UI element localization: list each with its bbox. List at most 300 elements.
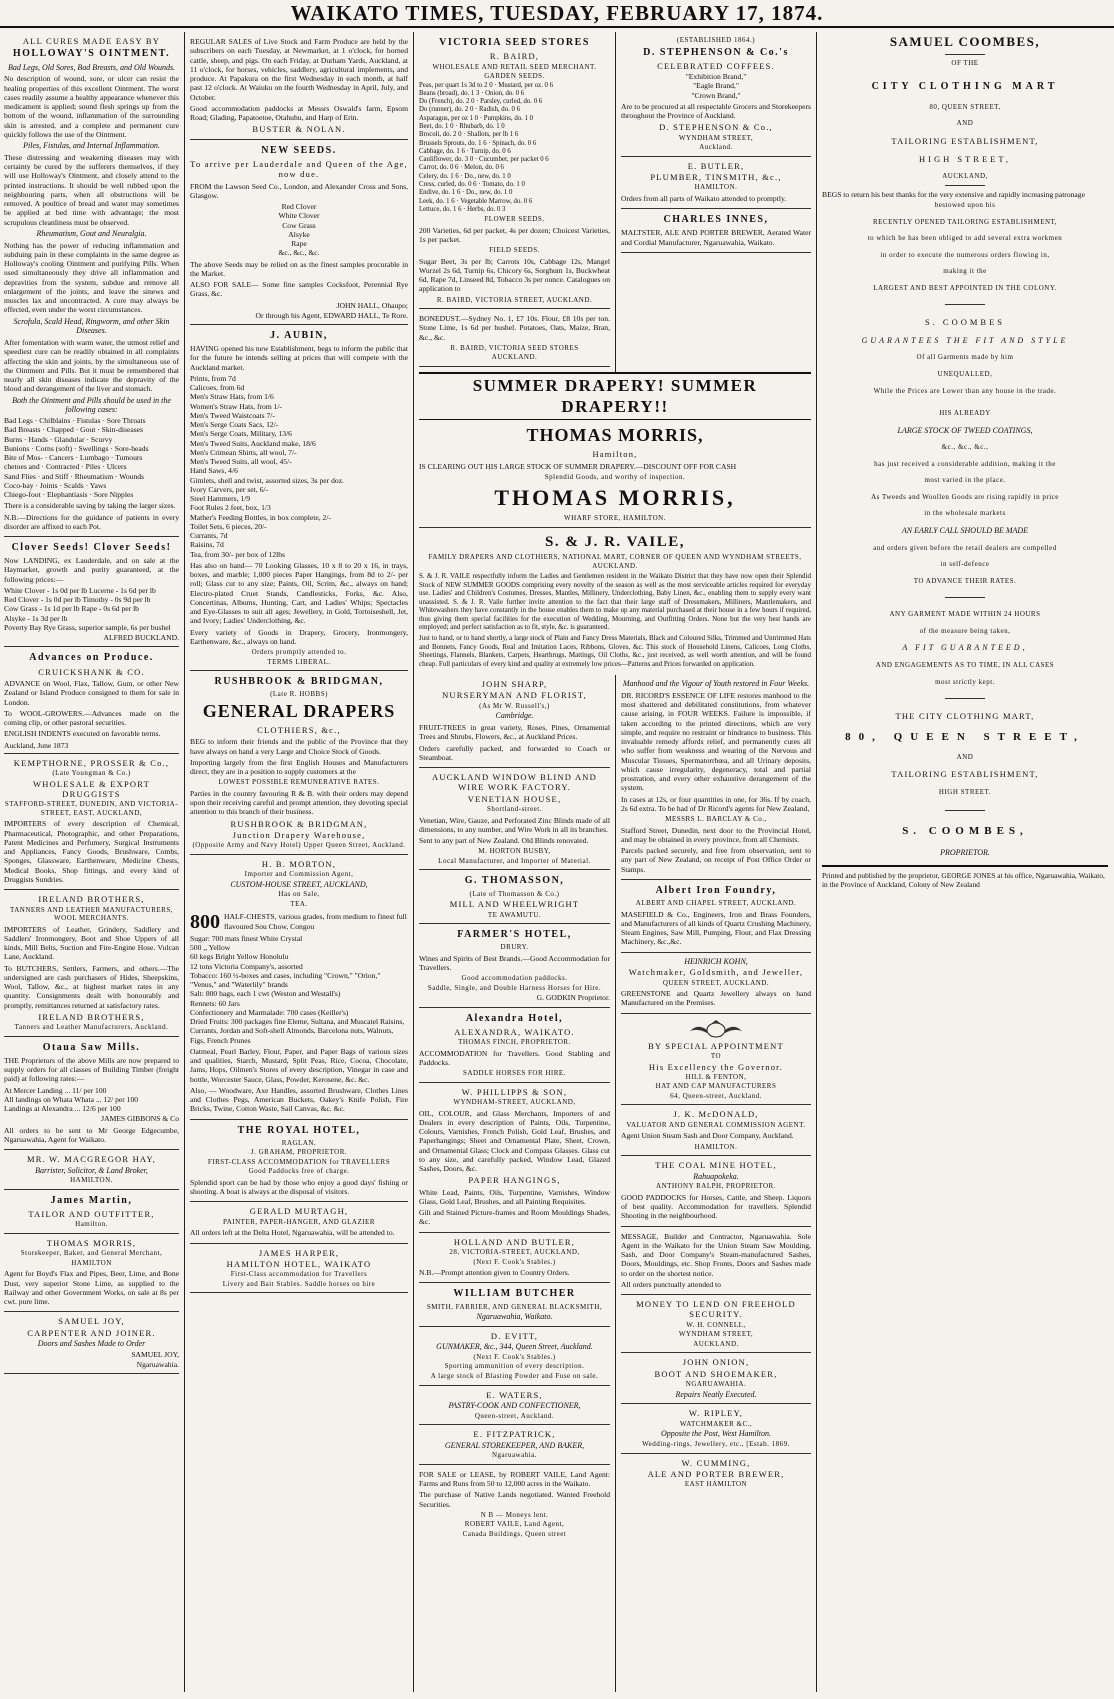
martin-ad bbox=[4, 1190, 179, 1234]
morris-wharf: WHARF STORE, HAMILTON. bbox=[564, 514, 666, 523]
list-item: Rape bbox=[291, 239, 307, 249]
coombes-and2: AND bbox=[956, 752, 974, 761]
bonedust-ad bbox=[419, 309, 610, 367]
rush-body3: Parties in the country favouring R & B. with their orders may depend upon their receiving careful and prompt attention, they devoting special attention to this branch of their business. bbox=[190, 788, 408, 817]
coombes-etc: &c., &c., &c., bbox=[941, 443, 989, 452]
divider bbox=[945, 185, 985, 186]
morris-gothic: THOMAS MORRIS, bbox=[526, 425, 704, 446]
holloway-sub4: Scrofula, Scald Head, Ringworm, and other Skin Diseases. bbox=[13, 316, 170, 336]
produce-date: Auckland, June 1873 bbox=[4, 740, 69, 750]
butcher-ad bbox=[419, 1283, 610, 1326]
morris-clearing: IS CLEARING OUT HIS LARGE STOCK OF SUMMER DRAPERY.—DISCOUNT OFF FOR CASH bbox=[419, 461, 737, 471]
royal-title: THE ROYAL HOTEL, bbox=[237, 1124, 361, 1136]
list-item: Men's Straw Hats, from 1/6 bbox=[190, 392, 274, 402]
mess-body: MESSAGE, Builder and Contractor, Ngaruawahia. Sole Agent in the Waikato for the Union Steam Saw Moulding, Sash, and Door Company's Steam-manufactured Sashes, Doors, Mouldings, etc. Shop Fronts, Doors and Sashes made to order on the shortest notice. bbox=[621, 1231, 811, 1278]
divider bbox=[945, 54, 985, 55]
coombes-body16: of the measure being taken, bbox=[919, 626, 1011, 635]
thom-place: TE AWAMUTU. bbox=[487, 910, 542, 919]
royal-prop: J. GRAHAM, PROPRIETOR. bbox=[250, 1148, 348, 1157]
divider bbox=[945, 698, 985, 699]
seed-field-body: Sugar Beet, 3s per lb; Carrots 10s, Cabbage 12s, Mangel Wurzel 2s 6d, Turnip 6s, Chicory 6s, Sorghum 1s, Buckwheat 6d, Rape 7d, Linseed 8d, Tobacco 3s per ounce. Catalogues on application to bbox=[419, 256, 610, 294]
bone-sign: R. BAIRD, VICTORIA SEED STORES bbox=[450, 343, 579, 352]
otaua-ad bbox=[4, 1037, 179, 1150]
steph-brands bbox=[621, 72, 811, 100]
holloway-body3: Nothing has the power of reducing inflammation and subduing pain in these complaints in the same degree as Holloway's cooling Ointment and purifying Pills. When used simultaneously they drive all inflammation and depravities from the system, subdue and remove all enlargement of the joints, and leave the sinews and muscles lax and uncontracted. A cure may always be effected, even under the worst circumstances. bbox=[4, 240, 179, 315]
list-item: All landings on Whata Whata ... 12/ per 100 bbox=[4, 1094, 139, 1104]
mk-body3: Parcels packed securely, and free from observation, sent to any part of New Zealand, on receipt of Post Office Order or Stamps. bbox=[621, 846, 811, 874]
seeds-list bbox=[190, 202, 408, 258]
coombes-body11: most varied in the place. bbox=[924, 476, 1006, 485]
alex-sub: ALEXANDRA, WAIKATO. bbox=[454, 1026, 575, 1037]
coombes-body3: RECENTLY OPENED TAILORING ESTABLISHMENT, bbox=[872, 217, 1058, 226]
coombes-adv: TO ADVANCE THEIR RATES. bbox=[913, 576, 1017, 585]
holland-title: HOLLAND AND BUTLER, bbox=[453, 1236, 576, 1247]
buster-sign: BUSTER & NOLAN. bbox=[252, 124, 346, 135]
coombes-body1: BEGS to return his best thanks for the very extensive and rapidly increasing patronage bbox=[822, 189, 1085, 199]
seed-name: R. BAIRD, bbox=[489, 51, 540, 62]
produce-title: Advances on Produce. bbox=[29, 652, 154, 664]
murtagh-ad bbox=[190, 1202, 408, 1243]
otaua-sign: JAMES GIBBONS & Co bbox=[101, 1114, 179, 1124]
joy-sign: SAMUEL JOY, bbox=[131, 1349, 179, 1359]
morris-sub: Storekeeper, Baker, and General Merchant, bbox=[20, 1249, 163, 1258]
kemp-sub: (Late Youngman & Co.) bbox=[52, 769, 131, 778]
kohn-sub: Watchmaker, Goldsmith, and Jeweller, bbox=[628, 967, 804, 978]
list-item: &c., &c., &c. bbox=[278, 248, 320, 258]
coombes-tailor2: TAILORING ESTABLISHMENT, bbox=[891, 769, 1039, 780]
mcdonald-ad bbox=[621, 1105, 811, 1156]
coombes-uneq: UNEQUALLED, bbox=[937, 369, 993, 378]
coombes-of-the: OF THE bbox=[951, 58, 979, 67]
morris-place: Hamilton, bbox=[592, 449, 638, 460]
joy-place: Ngaruawahia. bbox=[136, 1360, 179, 1370]
list-item: White Clover bbox=[278, 211, 320, 221]
kohn-body: GREENSTONE and Quartz Jewellery always on hand Manufactured on the Premises. bbox=[621, 989, 811, 1008]
seed-title: VICTORIA SEED STORES bbox=[439, 37, 590, 48]
rush-sub: (Late R. HOBBS) bbox=[270, 690, 328, 699]
coal-mine-hotel-ad bbox=[621, 1156, 811, 1226]
list-item: Men's Tweed Suits, all wool, 45/- bbox=[190, 457, 292, 467]
phil-body2: White Lead, Paints, Oils, Turpentine, Varnishes, Window Glass, Gold Leaf, Brushes, and all Painting Requisites. bbox=[419, 1187, 610, 1206]
butcher-place: Ngaruawahia, Waikato. bbox=[476, 1312, 553, 1322]
list-item: Endive, do. 1 6 · Do., new, do. 1 0 bbox=[419, 189, 513, 197]
money-sign: W. H. CONNELL, bbox=[686, 1320, 746, 1329]
aubin-ad bbox=[190, 325, 408, 671]
innes-body: MALTSTER, ALE AND PORTER BREWER, Aerated Water and Cordial Manufacturer, Ngaruawahia, Waikato. bbox=[621, 228, 811, 247]
app-name: HILL & FENTON, bbox=[685, 1072, 747, 1081]
list-item: Cress, curled, do. 0 6 · Tomato, do. 1 0 bbox=[419, 180, 525, 188]
list-item: Toilet Sets, 6 pieces, 20/- bbox=[190, 521, 267, 531]
coal-title: THE COAL MINE HOTEL, bbox=[655, 1160, 777, 1171]
coombes-and: AND bbox=[956, 119, 974, 128]
list-item: Alsyke bbox=[288, 229, 310, 239]
ripley-ad bbox=[621, 1404, 811, 1453]
harper-body2: Livery and Bait Stables. Saddle horses on hire bbox=[222, 1279, 376, 1288]
list-item: Hand Saws, 4/6 bbox=[190, 466, 238, 476]
coombes-body10: has just received a considerable addition, making it the bbox=[874, 459, 1056, 468]
fitzpatrick-ad bbox=[419, 1425, 610, 1465]
ireland-title: IRELAND BROTHERS, bbox=[38, 894, 145, 905]
royal-body3: Splendid sport can be had by those who enjoy a good days' fishing or shooting. A boat is always at the disposal of visitors. bbox=[190, 1177, 408, 1197]
holland-sub: (Next F. Cook's Stables.) bbox=[473, 1257, 556, 1266]
kohn-title: HEINRICH KOHN, bbox=[684, 956, 748, 966]
seed-sub: WHOLESALE AND RETAIL SEED MERCHANT. bbox=[432, 62, 597, 71]
list-item: At Mercer Landing ... 11/ per 100 bbox=[4, 1085, 107, 1095]
sale-addr: Canada Buildings, Queen street bbox=[462, 1529, 567, 1538]
list-item: Tobacco: 160 ½-boxes and cases, including "Crown," "Orion," "Venus," and "Waterlily" brands bbox=[190, 970, 381, 990]
column-rule bbox=[615, 675, 616, 1692]
list-item: Men's Tweed Suits, Auckland make, 18/6 bbox=[190, 438, 316, 448]
coombes-prop: PROPRIETOR. bbox=[940, 847, 990, 857]
morris-store-ad bbox=[4, 1234, 179, 1312]
list-item: Red Clover bbox=[281, 202, 317, 212]
steph-city: Auckland. bbox=[699, 143, 733, 152]
list-item: 500 ,, Yellow bbox=[190, 943, 231, 953]
rush-sign2: Junction Drapery Warehouse, bbox=[232, 829, 366, 840]
coombes-body15: in self-defence bbox=[940, 560, 990, 569]
ripley-title: W. RIPLEY, bbox=[688, 1408, 744, 1419]
coombes-title: SAMUEL COOMBES, bbox=[889, 34, 1041, 49]
kohn-ad bbox=[621, 953, 811, 1014]
aubin-body3: Every variety of Goods in Drapery, Grocery, Ironmongery, Earthenware, &c., always on hand. bbox=[190, 627, 408, 646]
vaile-body: S. & J. R. VAILE respectfully inform the Ladies and Gentlemen resident in the Waikato District that they have now open their Splendid Stock of NEW SUMMER GOODS comprising every novelty of the season as well as the most serviceable articles required for everyday use. Ladies' and Children's Costumes, Dresses, Mantles, Millinery, Underclothing, Baby Linen, &c., enabling them to supply every want unassisted. S. & J. R. Vaile further invite attention to the fact that their large staff of Dressmakers, Milliners, Mantlemakers, and Whitewashers they have constantly in the house enables them to make up any material purchased at their house in a few hours if required, thus giving them special facilities for the execution of Wedding, Mourning, and Outfitting Orders. None but the very best hands are employed; and perfect satisfaction as to fit, style, &c. is guaranteed. bbox=[419, 572, 811, 632]
waters-place: Queen-street, Auckland. bbox=[474, 1411, 555, 1420]
coombes-high: HIGH STREET, bbox=[918, 154, 1012, 164]
coombes-tailor: TAILORING ESTABLISHMENT, bbox=[891, 135, 1039, 146]
app-title: BY SPECIAL APPOINTMENT bbox=[648, 1040, 784, 1051]
app-addr: 64, Queen-street, Auckland. bbox=[670, 1091, 762, 1100]
list-item: Coco-bay · Joints · Scalds · Yaws bbox=[4, 480, 107, 490]
blind-sign: M. HORTON BUSBY, bbox=[478, 847, 551, 856]
cum-sub: ALE AND PORTER BREWER, bbox=[647, 1468, 785, 1479]
phil-body: OIL, COLOUR, and Glass Merchants, Importers of and Dealers in every description of Paints, Oils, Turpentine, Colours, Varnishes, French Polish, Gold Leaf, Brushes, and Paperhangings; Sheet and Ornamental Plate, Sheet, Crown, and Ornamental Glass; Clock and Compass Glasses. Glass cut to any size, and carefully packed, Window Lead, Glazed Sashes, Doors, &c. bbox=[419, 1108, 610, 1174]
divider bbox=[945, 810, 985, 811]
coombes-body17: AND ENGAGEMENTS AS TO TIME, IN ALL CASES bbox=[875, 661, 1055, 670]
onion-title: JOHN ONION, bbox=[682, 1357, 750, 1368]
list-item: Asparagus, per oz 1 0 · Pumpkins, do. 1 0 bbox=[419, 114, 534, 122]
seed-flower-body: 200 Varieties, 6d per packet, 4s per dozen; Choicest Varieties, 1s per packet. bbox=[419, 225, 610, 244]
stephenson-ad bbox=[621, 32, 811, 157]
list-item: Bad Breasts · Chapped · Gout · Skin-diseases bbox=[4, 425, 143, 435]
column-rule bbox=[184, 32, 185, 1692]
seeds-sign2: Or through his Agent, EDWARD HALL, Te Rore. bbox=[255, 310, 408, 320]
seeds-sub: To arrive per Lauderdale and Queen of the Age, now due. bbox=[190, 158, 408, 180]
morton-ad bbox=[190, 855, 408, 1120]
evitt-sub: GUNMAKER, &c., 344, Queen Street, Auckland. bbox=[436, 1342, 593, 1352]
list-item: Do (runner), do. 2 0 · Radish, do. 0 6 bbox=[419, 106, 520, 114]
seed-field: FIELD SEEDS. bbox=[489, 246, 540, 255]
list-item: Brussels Sprouts, do. 1 6 · Spinach, do. 0 6 bbox=[419, 139, 537, 147]
thomasson-ad bbox=[419, 870, 610, 924]
sale-body: FOR SALE or LEASE, by ROBERT VAILE, Land Agent: Farms and Runs from 50 to 12,000 acres in the Waikato. bbox=[419, 1469, 610, 1489]
morris-title: THOMAS MORRIS, bbox=[46, 1237, 137, 1248]
column-5 bbox=[818, 32, 1112, 1692]
aubin-body: HAVING opened his new Establishment, begs to inform the public that for the future he intends selling at prices that will compete with the Auckland market. bbox=[190, 344, 408, 372]
harper-sub: HAMILTON HOTEL, WAIKATO bbox=[226, 1258, 372, 1269]
buster-ad bbox=[190, 32, 408, 140]
list-item: 12 tons Victoria Company's, assorted bbox=[190, 961, 303, 971]
otaua-body: THE Proprietors of the above Mills are now prepared to supply orders for all classes of Building Timber (freight paid) at following rates:— bbox=[4, 1055, 179, 1084]
coombes-body9: While the Prices are Lower than any house in the trade. bbox=[873, 386, 1057, 395]
coombes-body7: LARGEST AND BEST APPOINTED IN THE COLONY. bbox=[873, 283, 1057, 292]
mcd-body: Agent Union Steam Sash and Door Company, Auckland. bbox=[621, 1131, 794, 1141]
list-item: Steel Hammers, 1/9 bbox=[190, 494, 251, 504]
holloway-title: ALL CURES MADE EASY BY bbox=[22, 36, 161, 46]
seeds-sign: JOHN HALL, Ohaupo; bbox=[336, 300, 408, 310]
produce-firm: CRUICKSHANK & CO. bbox=[38, 666, 145, 677]
onion-ad bbox=[621, 1353, 811, 1404]
blind-sub: VENETIAN HOUSE, bbox=[467, 793, 562, 804]
coombes-body14: and orders given before the retail dealers are compelled bbox=[873, 543, 1057, 552]
clover-signature: ALFRED BUCKLAND. bbox=[103, 633, 179, 643]
alexandra-hotel-ad bbox=[419, 1008, 610, 1083]
farmer-body2: Good accommodation paddocks. bbox=[461, 974, 568, 983]
list-item: Leek, do. 1 6 · Vegetable Marrow, do. 0 6 bbox=[419, 197, 533, 205]
sharp-place: Cambridge. bbox=[495, 711, 534, 721]
royal-body2: Good Paddocks free of charge. bbox=[248, 1167, 350, 1176]
seeds-body3: ALSO FOR SALE— Some fine samples Cocksfoot, Perennial Rye Grass, &c. bbox=[190, 280, 408, 299]
onion-body: Repairs Neatly Executed. bbox=[675, 1389, 757, 1399]
farmer-body: Wines and Spirits of Best Brands.—Good Accommodation for Travellers. bbox=[419, 953, 610, 972]
seed-garden: GARDEN SEEDS. bbox=[484, 72, 545, 81]
morris-sub2: HAMILTON bbox=[71, 1258, 112, 1267]
rush-title: RUSHBROOK & BRIDGMAN, bbox=[214, 676, 384, 688]
rush-sign: RUSHBROOK & BRIDGMAN, bbox=[230, 818, 368, 829]
coal-prop: ANTHONY RALPH, PROPRIETOR. bbox=[656, 1182, 776, 1191]
morton-list bbox=[190, 934, 408, 1045]
cum-title: W. CUMMING, bbox=[681, 1457, 751, 1468]
coombes-guar: GUARANTEES THE FIT AND STYLE bbox=[861, 335, 1069, 345]
list-item: Carrot, do. 0 6 · Melon, do. 0 6 bbox=[419, 164, 504, 172]
holloway-tagline: Bad Legs, Old Sores, Bad Breasts, and Old Wounds. bbox=[7, 62, 176, 72]
kemp-addr: STAFFORD-STREET, DUNEDIN, AND VICTORIA-STREET, EAST, AUCKLAND, bbox=[4, 800, 179, 817]
joy-sub2: Doors and Sashes Made to Order bbox=[37, 1339, 146, 1349]
steph-sub: CELEBRATED COFFEES. bbox=[657, 60, 775, 71]
rush-body: BEG to inform their friends and the public of the Province that they have always on hand a very Large and Choice Stock of Goods. bbox=[190, 737, 408, 756]
blind-ad bbox=[419, 768, 610, 870]
holloway-subtitle: HOLLOWAY'S OINTMENT. bbox=[12, 48, 171, 60]
mk-body2: In cases at 12s, or four quantities in one, for 36s. If by coach, 2s 6d extra. To be had of Dr Ricord's agents for New Zealand, bbox=[621, 794, 811, 813]
seeds-body2: The above Seeds may be relied on as the finest samples procurable in the Market. bbox=[190, 259, 408, 278]
list-item: Burns · Hands · Glandular · Scurvy bbox=[4, 434, 113, 444]
list-item: Bad Legs · Chilblains · Fistulas · Sore Throats bbox=[4, 416, 146, 426]
rush-addr: (Opposite Army and Navy Hotel) Upper Queen Street, Auckland. bbox=[192, 841, 406, 850]
app-sub: His Excellency the Governor. bbox=[648, 1061, 784, 1072]
column-4-bottom bbox=[617, 675, 815, 1690]
divider bbox=[945, 304, 985, 305]
ireland-sub: TANNERS AND LEATHER MANUFACTURERS, WOOL MERCHANTS. bbox=[10, 905, 173, 923]
holloway-body4: After fomentation with warm water, the utmost relief and speediest cure can be readily obtained in all complaints affecting the skin and joints, by the simultaneous use of the Ointment and Pills. But it must be remembered that nearly all skin diseases indicate the depravity of the blood and derangement of the liver and stomach. bbox=[4, 338, 179, 394]
kemp-title: KEMPTHORNE, PROSSER & Co., bbox=[13, 757, 170, 768]
alex-body: ACCOMMODATION for Travellers. Good Stabling and Paddocks. bbox=[419, 1048, 610, 1067]
list-item: Men's Crimean Shirts, all wool, 7/- bbox=[190, 447, 297, 457]
list-item: Bunions · Corns (soft) · Swellings · Sore-heads bbox=[4, 443, 149, 453]
morton-addr: CUSTOM-HOUSE STREET, AUCKLAND, bbox=[230, 879, 368, 889]
seed-sign: R. BAIRD, VICTORIA STREET, AUCKLAND. bbox=[436, 295, 593, 304]
coombes-sig2: S. COOMBES, bbox=[902, 825, 1028, 838]
kohn-addr: QUEEN STREET, AUCKLAND. bbox=[662, 978, 770, 987]
cum-place: EAST HAMILTON bbox=[684, 1480, 748, 1489]
coal-sub: Rahuapokeka. bbox=[693, 1171, 739, 1181]
holloway-sub3: Rheumatism, Gout and Neuralgia. bbox=[36, 228, 147, 238]
seeds-title: NEW SEEDS. bbox=[261, 144, 337, 156]
evitt-body: Sporting ammunition of every description. bbox=[444, 1362, 585, 1371]
morton-sub: Importer and Commission Agent, bbox=[244, 870, 354, 879]
coombes-high2: HIGH STREET. bbox=[938, 787, 992, 796]
aubin-body4: Orders promptly attended to. bbox=[251, 648, 347, 657]
morton-half: HALF-CHESTS, various grades, from medium to finest full flavoured Sou Chow, Congou bbox=[224, 912, 407, 931]
bone-body: BONEDUST.—Sydney No. 1, £7 10s. Flour, £8 10s per ton. Stone Lime, 1s 6d per bushel. Potatoes, Oats, Maize, Bran, &c., &c. bbox=[419, 314, 610, 342]
blind-title: AUCKLAND WINDOW BLIND AND WIRE WORK FACTORY. bbox=[432, 772, 597, 793]
rush-rates: LOWEST POSSIBLE REMUNERATIVE RATES. bbox=[218, 778, 380, 787]
list-item: Salt: 800 bags, each 1 cwt (Weston and Westall's) bbox=[190, 989, 341, 999]
farmer-title: FARMER'S HOTEL, bbox=[457, 929, 572, 941]
farmer-body3: Saddle, Single, and Double Harness Horses for Hire. bbox=[427, 983, 602, 992]
aubin-body2: Has also on hand— 70 Looking Glasses, 10 x 8 to 20 x 16, in trays, boxes, and marble; 1,000 pieces Paper Hangings, from 8d to 2/- per roll; Glass cut to any size; Paints, Oil, Scrim, &c., always on hand; Electro-plated Cruet Stands, Candlesticks, Forks, &c. Also, Concertinas, Albums, Hunting, Cart, and Ladies' Whips; Spectacles and Eye-Glasses to suit all ages; Jewellery, in Gold, Tortoiseshell, Jet, and Ivory; Ladies' Underclothing, &c. bbox=[190, 560, 408, 626]
list-item: Men's Serge Coats, Military, 13/6 bbox=[190, 429, 292, 439]
mk-title: Manhood and the Vigour of Youth restored in Four Weeks. bbox=[622, 679, 810, 688]
bone-place: AUCKLAND. bbox=[491, 353, 538, 362]
column-rule bbox=[816, 32, 817, 1692]
sharp-sub2: (As Mr W. Russell's,) bbox=[479, 701, 550, 710]
clover-title: Clover Seeds! Clover Seeds! bbox=[11, 542, 172, 554]
list-item: Sugar: 700 mats finest White Crystal bbox=[190, 933, 303, 943]
martin-title: James Martin, bbox=[50, 1194, 133, 1206]
innes-title: CHARLES INNES, bbox=[663, 214, 769, 226]
butler-place: HAMILTON. bbox=[694, 183, 738, 192]
iron-addr: ALBERT AND CHAPEL STREET, AUCKLAND. bbox=[635, 898, 797, 907]
kempthorne-ad bbox=[4, 754, 179, 890]
butler-sub: PLUMBER, TINSMITH, &c., bbox=[650, 172, 782, 183]
blind-sign2: Local Manufacturer, and Importer of Material. bbox=[438, 856, 591, 865]
list-item: Sand Flies · and Stiff · Rheumatism · Wounds bbox=[4, 471, 145, 481]
buster-body2: Good accommodation paddocks at Messrs Oswald's farm, Epsom Road; Glading, Papatoetoe, Otahuhu, and Harp of Erin. bbox=[190, 103, 408, 122]
vaile-title: S. & J. R. VAILE, bbox=[545, 533, 685, 550]
list-item: White Clover - 1s 0d per lb Lucerne - 1s 6d per lb bbox=[4, 585, 156, 595]
farmers-hotel-ad bbox=[419, 924, 610, 1008]
money-addr: WYNDHAM STREET, bbox=[678, 1330, 754, 1339]
thom-sub: (Late of Thomasson & Co.) bbox=[469, 889, 560, 898]
mcd-place: HAMILTON. bbox=[694, 1142, 738, 1151]
macgregor-ad bbox=[4, 1150, 179, 1190]
seed-flower: FLOWER SEEDS. bbox=[484, 215, 545, 224]
column-rule bbox=[413, 32, 414, 1692]
sale-body2: The purchase of Native Lands negotiated. Wanted Freehold Securities. bbox=[419, 1490, 610, 1509]
list-item: Prints, from 7d bbox=[190, 373, 236, 383]
produce-body: ADVANCE on Wool, Flax, Tallow, Gum, or other New Zealand or Island Produce consigned to them for sale in London. bbox=[4, 679, 179, 707]
holland-addr: 28, VICTORIA-STREET, AUCKLAND, bbox=[449, 1248, 580, 1257]
mk-sign: MESSRS L. BARCLAY & Co., bbox=[665, 815, 767, 823]
ripley-addr: Opposite the Post, West Hamilton. bbox=[661, 1429, 771, 1439]
baird-seed-ad bbox=[419, 32, 610, 309]
coombes-early: AN EARLY CALL SHOULD BE MADE bbox=[901, 525, 1029, 535]
joy-title: SAMUEL JOY, bbox=[58, 1316, 125, 1327]
list-item: Calicoes, from 6d bbox=[190, 383, 245, 393]
waters-ad bbox=[419, 1386, 610, 1426]
royal-sub: RAGLAN. bbox=[281, 1138, 317, 1147]
produce-body2: To WOOL-GROWERS.—Advances made on the coming clip, or other pastoral securities. bbox=[4, 708, 179, 728]
holloway-table-title: Both the Ointment and Pills should be used in the following cases: bbox=[12, 395, 171, 415]
steph-addr: WYNDHAM STREET, bbox=[678, 133, 754, 142]
sharp-body: FRUIT-TREES in great variety, Roses, Pines, Ornamental Trees and Shrubs, Flowers, &c., at Auckland Prices. bbox=[419, 723, 610, 742]
coombes-body18: most strictly kept. bbox=[935, 677, 995, 686]
list-item: Landings at Alexandra ... 12/6 per 100 bbox=[4, 1104, 121, 1114]
joy-sub: CARPENTER AND JOINER. bbox=[27, 1327, 156, 1338]
app-trade: HAT AND CAP MANUFACTURERS bbox=[655, 1082, 777, 1091]
evitt-title: D. EVITT, bbox=[490, 1330, 539, 1341]
ripley-body: Wedding-rings, Jewellery, etc., [Estab. 1869. bbox=[642, 1440, 790, 1448]
albert-foundry-ad bbox=[621, 880, 811, 953]
macg-sub: Barrister, Solicitor, & Land Broker, bbox=[35, 1165, 148, 1175]
steph-sign: D. STEPHENSON & Co., bbox=[659, 122, 773, 133]
coombes-mart2: THE CITY CLOTHING MART, bbox=[895, 711, 1035, 722]
summer-banner bbox=[419, 372, 811, 420]
butcher-sub: SMITH, FARRIER, AND GENERAL BLACKSMITH, bbox=[426, 1302, 603, 1311]
coombes-body13: in the wholesale markets bbox=[924, 509, 1006, 518]
harper-ad bbox=[190, 1244, 408, 1294]
list-item: Cow Grass - 1s 1d per lb Rape - 0s 6d per lb bbox=[4, 604, 139, 614]
column-1 bbox=[0, 32, 183, 1692]
otaua-note: All orders to be sent to Mr George Edgecumbe, Ngaruawahia, Agent for Waikato. bbox=[4, 1125, 179, 1144]
evitt-body2: A large stock of Blasting Powder and Fuse on sale. bbox=[430, 1371, 599, 1380]
list-item: Beet, do. 1 0 · Rhubarb, do. 1 0 bbox=[419, 123, 505, 131]
money-city: AUCKLAND. bbox=[693, 1339, 739, 1348]
coombes-body12: As Tweeds and Woollen Goods are rising rapidly in price bbox=[871, 492, 1059, 501]
summer-banner-text: SUMMER DRAPERY! SUMMER DRAPERY!! bbox=[472, 376, 758, 416]
coombes-sig: S. COOMBES bbox=[924, 317, 1006, 328]
holloway-sub2: Piles, Fistulas, and Internal Inflammation. bbox=[23, 141, 160, 151]
kemp-body: IMPORTERS of every description of Chemical, Pharmaceutical, Photographic, and other Preparations, Patent Medicines and Perfumery, Surgical Instruments and Appliances, Fancy Goods, Brushware, Combs, Sponges, Glassware, Earthenware, Medicine Chests, Medical Books, Shop fittings, and every kind of Druggists Sundries. bbox=[4, 819, 179, 884]
coombes-already: HIS ALREADY bbox=[939, 409, 991, 418]
royal-crest-icon bbox=[686, 1019, 746, 1039]
morton-number: 800 bbox=[190, 910, 220, 933]
list-item: Gimlets, shell and twist, assorted sizes, 3s per doz. bbox=[190, 475, 344, 485]
waters-sub: PASTRY-COOK AND CONFECTIONER, bbox=[448, 1400, 581, 1410]
vaile-ad bbox=[419, 528, 811, 672]
blind-body2: Sent to any part of New Zealand. Old Blinds renovated. bbox=[419, 836, 589, 846]
seeds-ad bbox=[190, 140, 408, 325]
macg-title: MR. W. MACGREGOR HAY, bbox=[26, 1154, 157, 1165]
rush-body2: Importing largely from the first English Houses and Manufacturers direct, they are in a position to supply customers at the bbox=[190, 757, 408, 777]
hill-fenton-ad bbox=[621, 1014, 811, 1106]
iron-body: MASEFIELD & Co., Engineers, Iron and Brass Founders, and Manufacturers of all kinds of Quartz Crushing Machinery, Steam Engines, Saw Mill, Pumping, Flour, and Flax Dressing Machinery, &c.,&c. bbox=[621, 909, 811, 947]
list-item: Peas, per quart 1s 3d to 2 0 · Mustard, per oz. 0 6 bbox=[419, 81, 554, 89]
steph-body: Are to be procured at all respectable Grocers and Storekeepers throughout the Province of Auckland. bbox=[621, 101, 811, 121]
harper-title: JAMES HARPER, bbox=[258, 1247, 340, 1258]
rush-cloth: CLOTHIERS, &c., bbox=[257, 724, 341, 735]
vaile-sub: FAMILY DRAPERS AND CLOTHIERS, NATIONAL MART, CORNER OF QUEEN AND WYNDHAM STREETS, AUCKLAND. bbox=[428, 553, 802, 570]
list-item: Alsyke - 1s 3d per lb bbox=[4, 613, 68, 623]
morton-body2: Also, — Woodware, Axe Handles, assorted Brushware, Clothes Lines and Clothes Pegs, American Buckets, Oakey's Knife Polish, Fire Bricks, Twine, Cotton Waste, Sail Canvas, &c. &c. bbox=[190, 1085, 408, 1114]
morton-sub2: Has on Sale, bbox=[278, 890, 320, 899]
list-item: Rennets: 60 Jars bbox=[190, 998, 240, 1008]
blind-addr: Shortland-street. bbox=[487, 805, 542, 814]
mcd-title: J. K. McDONALD, bbox=[673, 1109, 759, 1120]
coombes-body6: making it the bbox=[943, 267, 987, 276]
column-4-top bbox=[617, 32, 815, 372]
list-item: Chiego-foot · Elephantiasis · Sore Nipples bbox=[4, 490, 134, 500]
sharp-ad bbox=[419, 675, 610, 768]
butler-body: Orders from all parts of Waikato attended to promptly. bbox=[621, 194, 787, 203]
list-item: Celery, do. 1 6 · Do., new, do. 1 0 bbox=[419, 172, 511, 180]
coombes-addr: 80, QUEEN STREET, bbox=[929, 102, 1001, 111]
fitz-place: Ngaruawahia. bbox=[491, 1451, 538, 1460]
list-item: Foot Rules 2 feet, box, 1/3 bbox=[190, 503, 271, 513]
ireland-ad bbox=[4, 890, 179, 1037]
fitz-title: E. FITZPATRICK, bbox=[473, 1429, 556, 1440]
butler-title: E. BUTLER, bbox=[687, 160, 745, 171]
coombes-body8: Of all Garments made by him bbox=[916, 353, 1014, 362]
